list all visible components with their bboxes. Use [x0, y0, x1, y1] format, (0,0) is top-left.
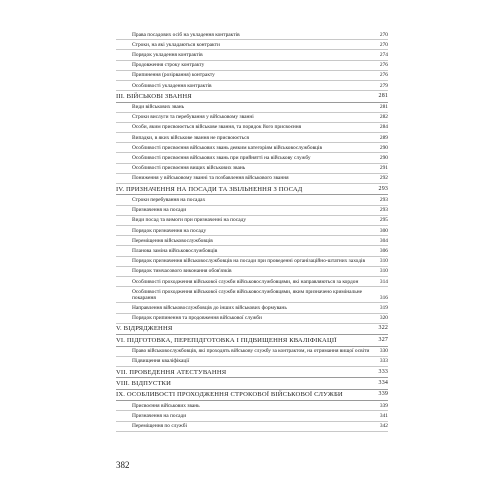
- toc-entry-page: 306: [379, 247, 388, 254]
- toc-entry-page: 270: [379, 41, 388, 48]
- toc-entry-title: Види військових звань: [132, 104, 185, 111]
- toc-entry: [116, 103, 388, 113]
- toc-entry: [116, 357, 388, 367]
- toc-entry-page: 281: [378, 92, 388, 99]
- toc-entry-title: VIII. ВІДПУСТКИ: [116, 380, 172, 387]
- toc-entry-title: Особливості присвоєння військових звань деяким категоріям військовослужбовців: [132, 144, 323, 151]
- toc-entry-page: 314: [379, 278, 388, 285]
- toc-entry: [116, 216, 388, 226]
- toc-entry: [116, 287, 388, 303]
- toc-entry-page: 276: [379, 72, 388, 79]
- toc-entry: [116, 257, 388, 267]
- toc-entry-title: Особливості укладення контрактів: [132, 82, 212, 89]
- toc-entry-title: Переміщення військовослужбовців: [132, 237, 213, 244]
- toc-entry-page: 310: [379, 268, 388, 275]
- toc-entry-title: Права посадових осіб на укладення контрактів: [132, 31, 240, 38]
- toc-entry: [116, 226, 388, 236]
- toc-entry-page: 339: [378, 391, 388, 398]
- toc-entry-title: Призначення на посади: [132, 412, 187, 419]
- toc-entry: [116, 174, 388, 184]
- toc-entry-page: 327: [378, 336, 388, 343]
- toc-entry: [116, 206, 388, 216]
- toc-chapter-entry: [116, 184, 388, 195]
- toc-entry: [116, 195, 388, 205]
- toc-entry-page: 282: [379, 114, 388, 121]
- toc-entry-page: 276: [379, 62, 388, 69]
- toc-entry: [116, 133, 388, 143]
- toc-entry-page: 316: [379, 294, 388, 301]
- toc-entry: [116, 153, 388, 163]
- toc-entry-title: V. ВІДРЯДЖЕННЯ: [116, 325, 173, 333]
- toc-entry-title: Продовження строку контракту: [132, 62, 205, 69]
- toc-entry-title: Порядок призначення військовослужбовців на посади при проведенні організаційно-штатних заходів: [132, 258, 366, 265]
- toc-entry-page: 274: [379, 51, 388, 58]
- toc-entry-page: 319: [379, 305, 388, 312]
- toc-entry-title: Строки перебування на посадах: [132, 197, 206, 203]
- toc-entry: [116, 401, 388, 411]
- toc-entry-title: III. ВІЙСЬКОВІ ЗВАННЯ: [116, 92, 192, 100]
- toc-entry: [116, 143, 388, 153]
- toc-entry-title: Порядок тимчасового виконання обов'язків: [132, 268, 232, 275]
- toc-entry-title: Порядок укладення контрактів: [132, 51, 203, 58]
- toc-entry-page: 290: [379, 155, 388, 162]
- toc-entry: [116, 71, 388, 81]
- toc-entry: [116, 236, 388, 246]
- table-of-contents: [116, 30, 388, 432]
- toc-entry-title: Випадки, в яких військове звання не присвоюється: [132, 134, 249, 141]
- toc-entry-title: Особливості проходження військової служби військовослужбовцями, які направляються за кордон: [132, 278, 359, 285]
- toc-entry-page: 292: [379, 175, 388, 182]
- toc-entry-page: 279: [379, 82, 388, 89]
- toc-entry: [116, 81, 388, 91]
- toc-entry: [116, 303, 388, 313]
- toc-entry: [116, 422, 388, 432]
- toc-entry-page: 290: [379, 144, 388, 151]
- toc-entry-title: IV. ПРИЗНАЧЕННЯ НА ПОСАДИ ТА ЗВІЛЬНЕННЯ З ПОСАД: [116, 185, 303, 193]
- toc-chapter-entry: [116, 367, 388, 378]
- toc-entry-page: 304: [379, 237, 388, 244]
- toc-entry: [116, 61, 388, 71]
- toc-chapter-entry: [116, 390, 388, 401]
- toc-entry-page: 300: [379, 227, 388, 234]
- toc-entry-page: 293: [379, 197, 388, 203]
- toc-entry: [116, 40, 388, 50]
- toc-entry-title: Види посад та вимоги при призначенні на посаду: [132, 217, 247, 224]
- toc-entry-title: Переміщення по службі: [132, 423, 187, 430]
- toc-entry-page: 334: [378, 380, 388, 386]
- toc-entry-page: 284: [379, 124, 388, 131]
- toc-entry-page: 293: [378, 185, 388, 192]
- toc-entry-title: Особливості проходження військової служби військовослужбовцями, яким призначено кримінальне покарання: [132, 288, 362, 301]
- toc-entry-page: 289: [379, 134, 388, 141]
- toc-entry-page: 320: [379, 315, 388, 322]
- toc-chapter-entry: [116, 91, 388, 102]
- toc-chapter-entry: [116, 378, 388, 389]
- toc-entry: [116, 164, 388, 174]
- toc-entry: [116, 411, 388, 421]
- toc-entry-title: Строки, на які укладаються контракти: [132, 41, 220, 48]
- toc-entry-page: 291: [379, 165, 388, 172]
- toc-entry: [116, 50, 388, 60]
- toc-entry-title: Підвищення кваліфікації: [132, 358, 190, 365]
- toc-entry-title: Направлення військовослужбовців до інших військових формувань: [132, 305, 287, 312]
- toc-entry: [116, 347, 388, 357]
- toc-entry: [116, 30, 388, 40]
- page-number: 382: [116, 460, 130, 470]
- toc-entry-title: Призначення на посади: [132, 207, 187, 214]
- toc-chapter-entry: [116, 324, 388, 335]
- toc-entry-title: Строки вислуги та перебування у військовому званні: [132, 114, 254, 121]
- toc-chapter-entry: [116, 335, 388, 346]
- toc-entry-page: 341: [379, 412, 388, 419]
- toc-entry-title: Особливості присвоєння військових звань при прийнятті на військову службу: [132, 155, 311, 162]
- toc-entry-page: 330: [379, 348, 388, 355]
- toc-entry-title: VII. ПРОВЕДЕННЯ АТЕСТУВАННЯ: [116, 368, 227, 376]
- toc-entry-page: 339: [379, 402, 388, 409]
- toc-entry-title: IX. ОСОБЛИВОСТІ ПРОХОДЖЕННЯ СТРОКОВОЇ ВІЙСЬКОВОЇ СЛУЖБИ: [116, 391, 343, 399]
- toc-entry: [116, 113, 388, 123]
- toc-entry-title: VI. ПІДГОТОВКА, ПЕРЕПІДГОТОВКА І ПІДВИЩЕННЯ КВАЛІФІКАЦІЇ: [116, 336, 337, 344]
- toc-entry-title: Порядок припинення та продовження військової служби: [132, 315, 262, 322]
- toc-entry-page: 333: [378, 368, 388, 375]
- toc-entry-page: 270: [379, 31, 388, 38]
- toc-entry-title: Особливості присвоєння вищих військових звань: [132, 165, 246, 172]
- toc-entry-page: 293: [379, 207, 388, 214]
- toc-entry-title: Особи, яким присвоюється військове звання, та порядок його присвоєння: [132, 124, 302, 131]
- toc-entry-page: 342: [379, 423, 388, 430]
- toc-entry: [116, 123, 388, 133]
- toc-entry-title: Планова заміна військовослужбовців: [132, 247, 218, 254]
- toc-entry-page: 295: [379, 217, 388, 224]
- toc-entry-page: 310: [379, 258, 388, 265]
- toc-entry-page: 281: [379, 104, 388, 111]
- toc-entry-page: 333: [379, 358, 388, 365]
- toc-entry: [116, 314, 388, 324]
- toc-entry: [116, 267, 388, 277]
- toc-entry-title: Присвоєння військових звань: [132, 402, 200, 409]
- toc-entry-title: Пониження у військовому званні та позбавлення військового звання: [132, 175, 289, 182]
- toc-entry-title: Припинення (розірвання) контракту: [132, 72, 215, 79]
- toc-entry: [116, 277, 388, 287]
- toc-entry-title: Право військовослужбовців, які проходять військову службу за контрактом, на отримання вищої освіти: [132, 348, 370, 355]
- toc-entry-page: 322: [378, 325, 388, 332]
- toc-entry: [116, 246, 388, 256]
- toc-entry-title: Порядок призначення на посаду: [132, 227, 207, 234]
